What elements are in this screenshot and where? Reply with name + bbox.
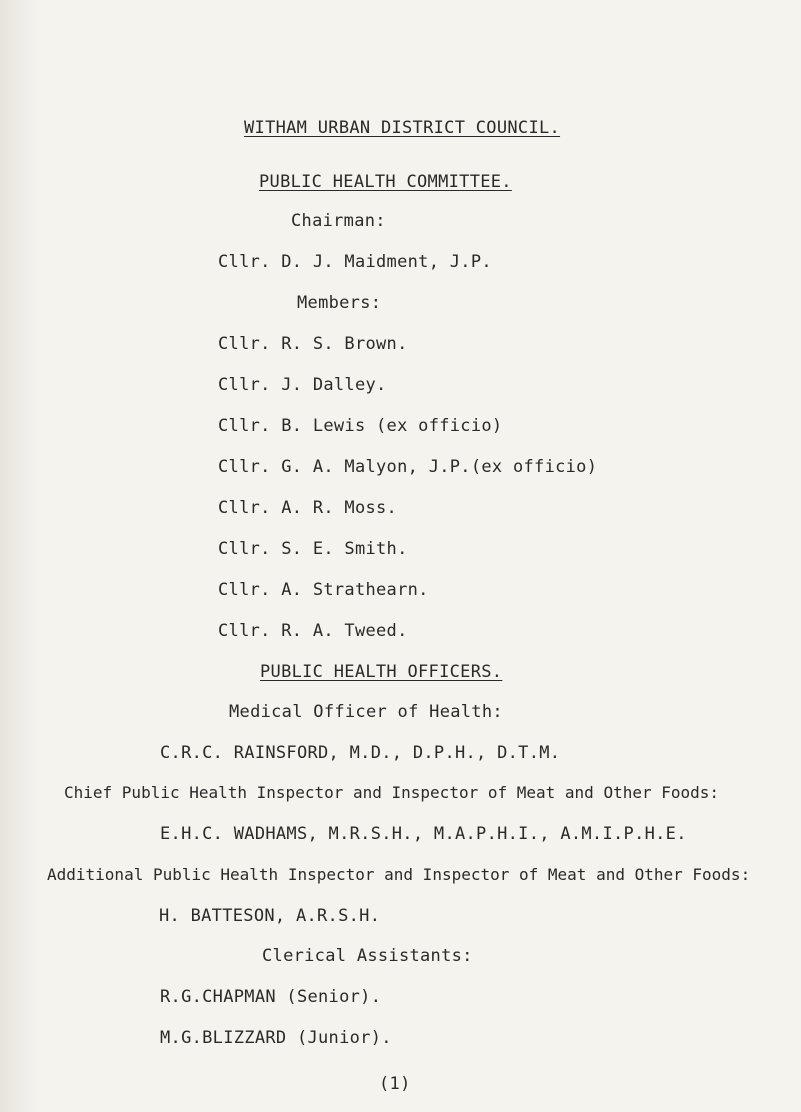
member-item: Cllr. S. E. Smith. <box>218 539 408 559</box>
aphi-label: Additional Public Health Inspector and Inspector of Meat and Other Foods: <box>47 865 751 884</box>
members-label: Members: <box>297 293 382 313</box>
member-item: Cllr. A. Strathearn. <box>218 580 429 600</box>
member-item: Cllr. R. A. Tweed. <box>218 621 408 641</box>
clerical-item: R.G.CHAPMAN (Senior). <box>160 987 382 1007</box>
chairman-label: Chairman: <box>291 211 386 231</box>
chairman-name: Cllr. D. J. Maidment, J.P. <box>218 252 492 272</box>
moh-name: C.R.C. RAINSFORD, M.D., D.P.H., D.T.M. <box>160 743 561 763</box>
clerical-label: Clerical Assistants: <box>262 946 473 966</box>
member-item: Cllr. B. Lewis (ex officio) <box>218 416 503 436</box>
moh-label: Medical Officer of Health: <box>229 702 503 722</box>
council-title: WITHAM URBAN DISTRICT COUNCIL. <box>244 118 561 138</box>
page-number: (1) <box>379 1074 411 1094</box>
cphi-label: Chief Public Health Inspector and Inspector of Meat and Other Foods: <box>64 783 720 802</box>
clerical-item: M.G.BLIZZARD (Junior). <box>160 1028 392 1048</box>
member-item: Cllr. G. A. Malyon, J.P.(ex officio) <box>218 457 598 477</box>
page-shadow <box>0 0 40 1112</box>
member-item: Cllr. J. Dalley. <box>218 375 387 395</box>
officers-heading: PUBLIC HEALTH OFFICERS. <box>260 662 503 682</box>
member-item: Cllr. A. R. Moss. <box>218 498 398 518</box>
committee-heading: PUBLIC HEALTH COMMITTEE. <box>259 172 512 192</box>
aphi-name: H. BATTESON, A.R.S.H. <box>159 906 381 926</box>
member-item: Cllr. R. S. Brown. <box>218 334 408 354</box>
cphi-name: E.H.C. WADHAMS, M.R.S.H., M.A.P.H.I., A.M.I.P.H.E. <box>160 824 687 844</box>
